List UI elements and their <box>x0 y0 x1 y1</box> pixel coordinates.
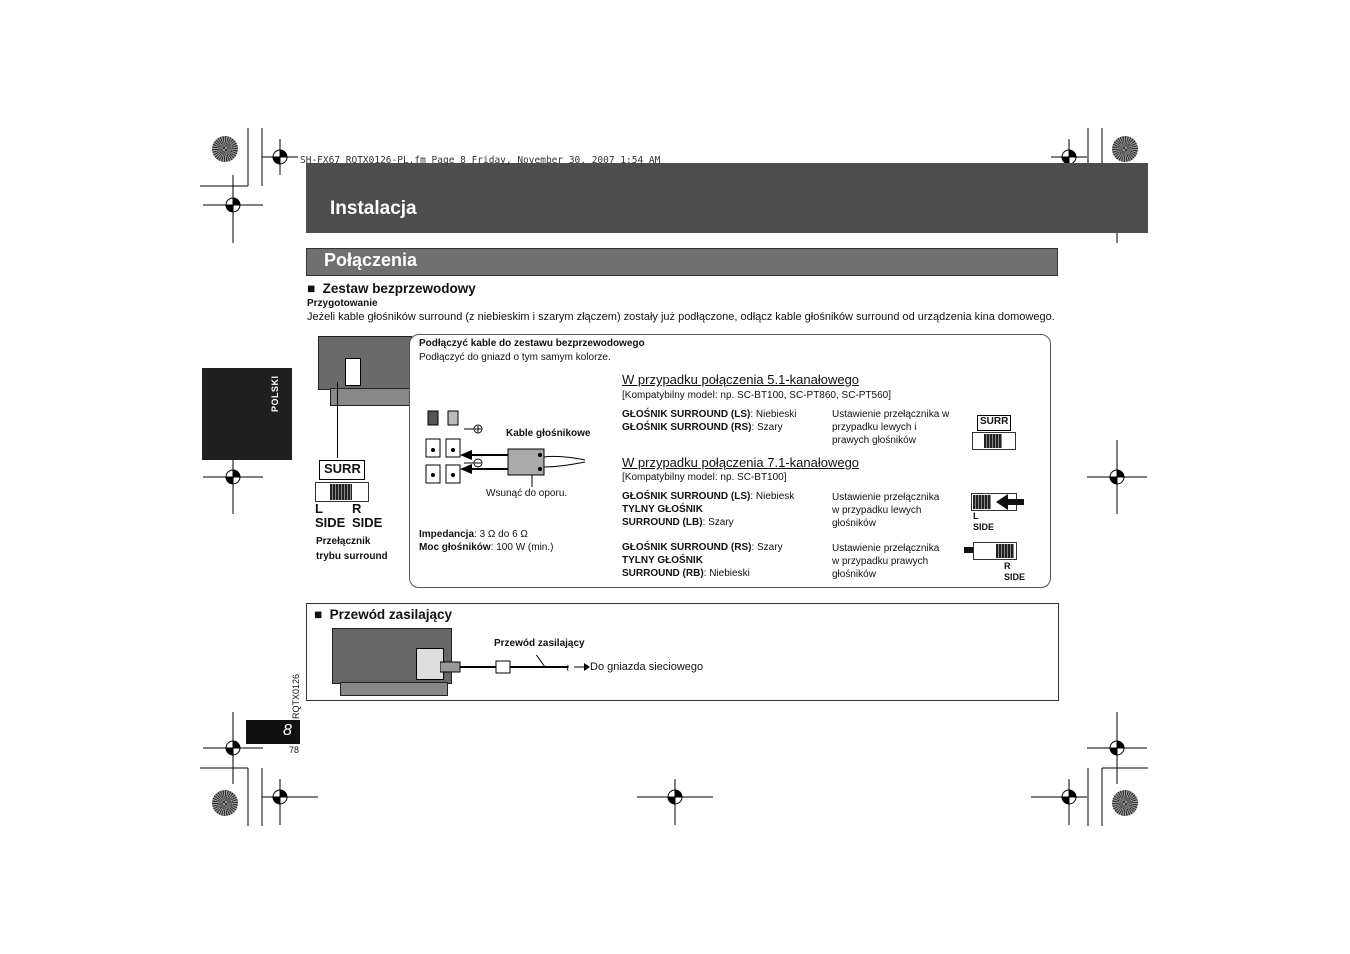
page-sub-number: 78 <box>289 745 300 755</box>
case-71-rs-label: GŁOŚNIK SURROUND (RS) <box>622 542 752 553</box>
wireless-heading <box>307 281 476 296</box>
case-71-right-3: głośników <box>832 569 876 580</box>
case-51-setting-2: przypadku lewych i <box>832 422 917 433</box>
surr-box <box>319 460 365 480</box>
page-title: Instalacja <box>330 198 417 219</box>
section-title: Połączenia <box>324 250 418 270</box>
power-cord-icon <box>440 655 600 679</box>
connect-text: Podłączyć do gniazd o tym samym kolorze. <box>419 352 611 363</box>
case-71-rs-value: : Szary <box>751 542 783 553</box>
surround-mode-switch[interactable] <box>315 482 369 502</box>
case-71-left-setting <box>832 491 939 530</box>
case-51-setting <box>832 408 949 447</box>
case-51-rs-value: : Szary <box>751 422 783 433</box>
switch-l: L <box>315 501 323 516</box>
prep-text: Jeżeli kable głośników surround (z niebieskim i szarym złączem) zostały już podłączone, odłącz kable głośników surround od urządzenia kina domowego. <box>307 311 1055 323</box>
case-71-l: L <box>973 511 979 521</box>
switch-caption-2: trybu surround <box>316 551 388 562</box>
arrow-left-icon <box>996 494 1026 510</box>
wireless-heading-text: Zestaw bezprzewodowy <box>322 281 476 296</box>
case-51-surr-box <box>977 415 1011 431</box>
prep-label: Przygotowanie <box>307 298 378 309</box>
case-51-ls-label: GŁOŚNIK SURROUND (LS) <box>622 409 751 420</box>
insert-label: Wsunąć do oporu. <box>486 488 568 499</box>
square-bullet-icon: ■ <box>314 607 323 622</box>
case-71-r: R <box>1004 561 1011 571</box>
switch-side-r: SIDE <box>352 515 383 530</box>
outlet-label: Do gniazda sieciowego <box>590 661 704 673</box>
impedance-value: : 3 Ω do 6 Ω <box>474 529 528 540</box>
power-value: : 100 W (min.) <box>490 542 554 553</box>
terminal-block-icon <box>345 358 361 386</box>
case-71-left-knob <box>973 495 991 509</box>
section-bar <box>306 248 1058 276</box>
case-71-side-l: SIDE <box>973 522 995 532</box>
power-cord-label: Przewód zasilający <box>494 638 585 649</box>
case-51-compat: [Kompatybilny model: np. SC-BT100, SC-PT860, SC-PT560] <box>622 390 892 401</box>
case-51-ls-value: : Niebieski <box>750 409 797 420</box>
leader-line <box>337 382 338 458</box>
power-row <box>419 542 553 553</box>
case-71-compat: [Kompatybilny model: np. SC-BT100] <box>622 472 787 483</box>
switch-r: R <box>352 501 362 516</box>
switch-side-l: SIDE <box>315 515 346 530</box>
surr-label: SURR <box>324 461 361 476</box>
case-71-left-3: głośników <box>832 518 876 529</box>
case-71-right-speakers <box>622 541 783 580</box>
svg-text:≀: ≀ <box>566 663 570 674</box>
wireless-unit-icon <box>318 336 412 390</box>
case-71-rb-label-1: TYLNY GŁOŚNIK <box>622 555 703 566</box>
case-51-surr-label: SURR <box>980 416 1009 427</box>
case-71-r-side <box>1004 561 1025 583</box>
language-label: POLSKI <box>270 375 280 412</box>
doc-code: RQTX0126 <box>291 673 301 719</box>
power-heading-text: Przewód zasilający <box>329 607 452 622</box>
case-71-right-setting <box>832 542 939 581</box>
case-71-title: W przypadku połączenia 7.1-kanałowego <box>622 455 860 470</box>
main-unit-base-icon <box>340 682 448 696</box>
case-51-setting-1: Ustawienie przełącznika w <box>832 409 950 420</box>
case-71-right-switch <box>973 542 1017 560</box>
power-label: Moc głośników <box>419 542 491 553</box>
case-71-side-r: SIDE <box>1004 572 1026 582</box>
case-71-rb-label-2: SURROUND (RB) <box>622 568 704 579</box>
file-info: SH-FX67_RQTX0126-PL.fm Page 8 Friday, November 30, 2007 1:54 AM <box>300 155 661 166</box>
page-number: 8 <box>283 722 292 739</box>
switch-knob <box>330 484 352 500</box>
switch-caption <box>316 534 388 564</box>
switch-r-side <box>352 502 382 530</box>
case-71-left-2: w przypadku lewych <box>832 505 922 516</box>
case-51-rs-label: GŁOŚNIK SURROUND (RS) <box>622 422 752 433</box>
header-band <box>306 163 1148 233</box>
case-71-lb-label-1: TYLNY GŁOŚNIK <box>622 504 703 515</box>
case-71-ls-label: GŁOŚNIK SURROUND (LS) <box>622 491 751 502</box>
impedance-label: Impedancja <box>419 529 475 540</box>
switch-l-side <box>315 502 345 530</box>
case-71-left-speakers <box>622 490 794 529</box>
power-heading <box>314 607 452 622</box>
case-51-title: W przypadku połączenia 5.1-kanałowego <box>622 372 860 387</box>
case-71-right-knob <box>996 544 1014 558</box>
case-71-ls-value: : Niebiesk <box>750 491 795 502</box>
case-71-rb-value: : Niebieski <box>703 568 750 579</box>
impedance-row <box>419 529 528 540</box>
connect-title: Podłączyć kable do zestawu bezprzewodowego <box>419 338 645 349</box>
speaker-terminal-diagram <box>420 405 610 495</box>
wireless-unit-base-icon <box>330 388 412 406</box>
case-51-setting-3: prawych głośników <box>832 435 916 446</box>
case-51-switch-knob <box>984 434 1002 448</box>
case-51-switch <box>972 432 1016 450</box>
switch-caption-1: Przełącznik <box>316 536 371 547</box>
case-71-lb-value: : Szary <box>702 517 734 528</box>
case-71-left-1: Ustawienie przełącznika <box>832 492 940 503</box>
square-bullet-icon: ■ <box>307 281 316 296</box>
case-71-right-1: Ustawienie przełącznika <box>832 543 940 554</box>
case-71-lb-label-2: SURROUND (LB) <box>622 517 703 528</box>
case-71-l-side <box>973 511 994 533</box>
case-51-speakers <box>622 408 796 434</box>
case-71-right-2: w przypadku prawych <box>832 556 929 567</box>
cable-label: Kable głośnikowe <box>506 428 591 439</box>
